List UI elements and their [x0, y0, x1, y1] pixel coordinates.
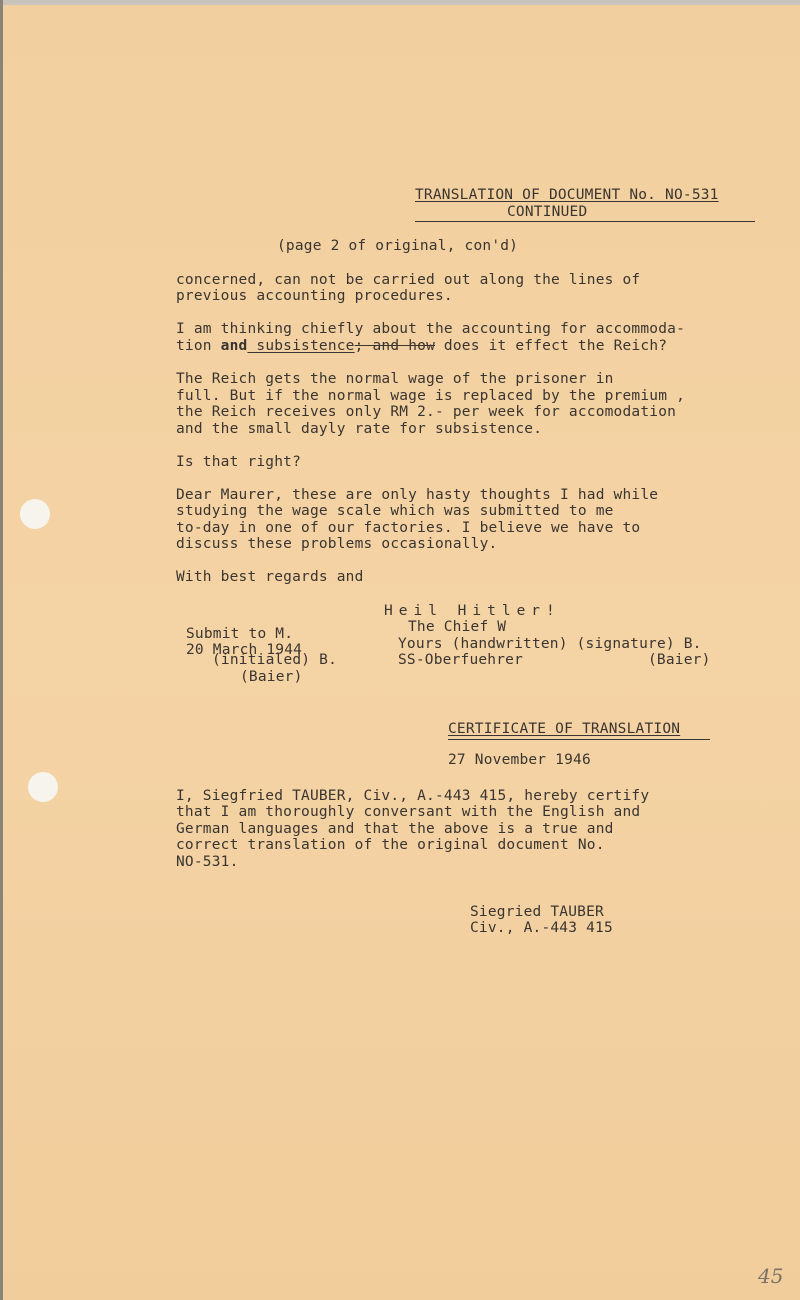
baier-right: (Baier)	[648, 652, 711, 668]
punch-hole-lower	[28, 772, 58, 802]
certificate-rule	[448, 739, 710, 740]
submit-line-1: Submit to M.	[186, 626, 294, 642]
chief-line: The Chief W	[408, 619, 507, 635]
cert-line-3: German languages and that the above is a true and	[176, 821, 614, 837]
p2-line-1: I am thinking chiefly about the accounting for accommoda-	[176, 321, 685, 337]
punch-hole-upper	[20, 499, 50, 529]
cert-line-4: correct translation of the original document No.	[176, 837, 605, 853]
salute: Heil Hitler!	[384, 603, 561, 619]
rank-line: SS-Oberfuehrer	[398, 652, 524, 668]
signer-id: Civ., A.-443 415	[470, 920, 613, 936]
submit-line-3: (initialed) B.	[212, 652, 338, 668]
signer-name: Siegried TAUBER	[470, 904, 604, 920]
p5-line-1: Dear Maurer, these are only hasty thoughts I had while	[176, 487, 659, 503]
p3-line-3: the Reich receives only RM 2.- per week for accomodation	[176, 404, 677, 420]
cert-line-2: that I am thoroughly conversant with the English and	[176, 804, 641, 820]
p5-line-3: to-day in one of our factories. I believe we have to	[176, 520, 641, 536]
submit-line-2: 20 March 1944	[186, 642, 303, 658]
continued-label: CONTINUED	[507, 204, 588, 220]
certificate-date: 27 November 1946	[448, 752, 591, 768]
p3-line-1: The Reich gets the normal wage of the prisoner in	[176, 371, 614, 387]
p4-line: Is that right?	[176, 454, 302, 470]
scan-left-edge	[0, 0, 3, 1300]
document-title: TRANSLATION OF DOCUMENT No. NO-531	[415, 187, 719, 203]
p2-line-2: tion and subsistence; and how does it effect the Reich?	[176, 338, 668, 354]
p5-line-2: studying the wage scale which was submitted to me	[176, 503, 614, 519]
p1-line-1: concerned, can not be carried out along the lines of	[176, 272, 641, 288]
scan-top-edge	[0, 0, 800, 5]
cert-line-5: NO-531.	[176, 854, 239, 870]
p6-line: With best regards and	[176, 569, 364, 585]
page-number: 45	[758, 1264, 784, 1288]
submit-line-4: (Baier)	[240, 669, 303, 685]
p1-line-2: previous accounting procedures.	[176, 288, 453, 304]
yours-line: Yours (handwritten) (signature) B.	[398, 636, 702, 652]
cert-line-1: I, Siegfried TAUBER, Civ., A.-443 415, hereby certify	[176, 788, 650, 804]
p5-line-4: discuss these problems occasionally.	[176, 536, 498, 552]
p3-line-2: full. But if the normal wage is replaced by the premium ,	[176, 388, 685, 404]
p3-line-4: and the small dayly rate for subsistence.	[176, 421, 543, 437]
page-note: (page 2 of original, con'd)	[277, 238, 519, 254]
title-rule	[415, 221, 755, 222]
certificate-title: CERTIFICATE OF TRANSLATION	[448, 721, 681, 737]
